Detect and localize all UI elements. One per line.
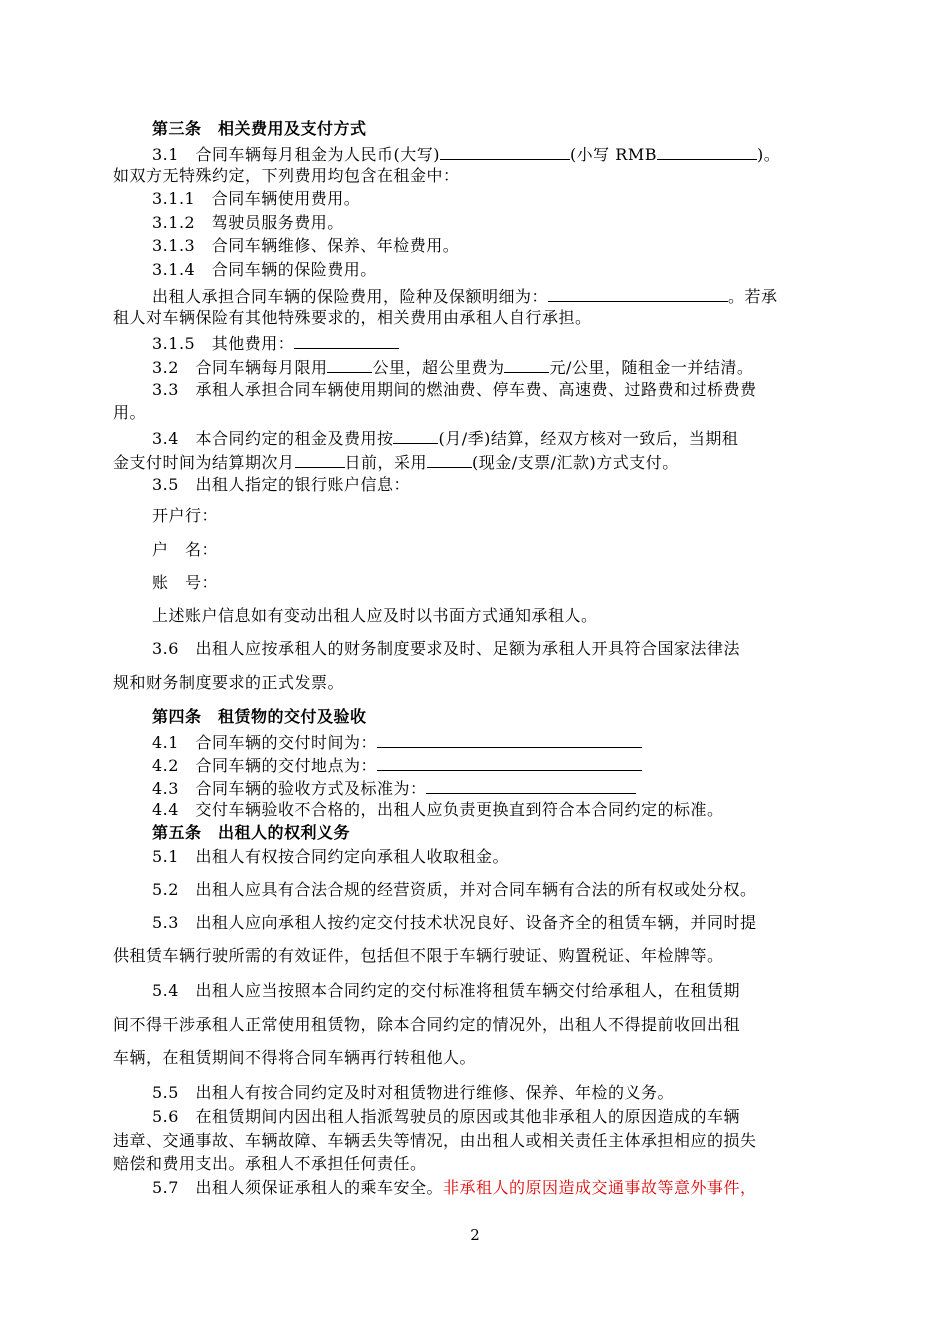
clause-3-3-cont: 用。 [113,403,147,422]
clause-5-6-cont2: 赔偿和费用支出。承租人不承担任何责任。 [113,1154,427,1173]
clause-5-6-cont1: 违章、交通事故、车辆故障、车辆丢失等情况，由出租人或相关责任主体承担相应的损失 [113,1131,757,1150]
clause-4-4: 4.4 交付车辆验收不合格的，出租人应负责更换直到符合本合同约定的标准。 [152,800,724,819]
clause-text: (小写 RMB [569,145,657,164]
clause-3-6: 3.6 出租人应按承租人的财务制度要求及时、足额为承租人开具符合国家法律法 [152,639,740,658]
clause-text: 元/公里，随租金一并结清。 [549,358,754,377]
clause-3-3: 3.3 承租人承担合同车辆使用期间的燃油费、停车费、高速费、过路费和过桥费费 [152,380,757,399]
clause-3-1-1: 3.1.1 合同车辆使用费用。 [152,189,361,208]
clause-text: )。 [756,145,781,164]
clause-3-4-cont [113,450,840,474]
blank-delivery-place[interactable] [377,753,642,771]
clause-5-3-cont: 供租赁车辆行驶所需的有效证件，包括但不限于车辆行驶证、购置税证、年检牌等。 [113,946,724,965]
blank-km-limit[interactable] [327,355,372,373]
clause-text: (月/季)结算，经双方核对一致后，当期租 [438,429,739,448]
clause-5-4-cont2: 车辆，在租赁期间不得将合同车辆再行转租他人。 [113,1048,477,1067]
highlighted-text: 非承租人的原因造成交通事故等意外事件， [442,1178,757,1197]
clause-text: (现金/支票/汇款)方式支付。 [472,453,679,472]
clause-5-3: 5.3 出租人应向承租人按约定交付技术状况良好、设备齐全的租赁车辆，并同时提 [152,913,757,932]
page-number: 2 [470,1226,480,1244]
insurance-line [152,284,879,308]
section-5-title: 第五条 出租人的权利义务 [152,823,351,842]
bank-name-field: 开户行： [152,506,219,525]
clause-3-6-cont: 规和财务制度要求的正式发票。 [113,673,345,692]
account-holder-field: 户 名： [152,540,219,559]
blank-insurance-details[interactable] [548,284,728,302]
blank-payment-day[interactable] [295,450,345,468]
clause-text: 3.4 本合同约定的租金及费用按 [152,429,394,448]
account-number-field: 账 号： [152,573,219,592]
clause-4-3 [152,776,879,800]
blank-acceptance-standard[interactable] [426,776,636,794]
section-3-title: 第三条 相关费用及支付方式 [152,119,367,138]
clause-text: 3.2 合同车辆每月限用 [152,358,328,377]
clause-5-5: 5.5 出租人有按合同约定及时对租赁物进行维修、保养、年检的义务。 [152,1083,674,1102]
clause-3-1-3: 3.1.3 合同车辆维修、保养、年检费用。 [152,236,460,255]
clause-4-1 [152,730,879,754]
clause-3-2 [152,355,879,379]
section-4-title: 第四条 租赁物的交付及验收 [152,707,367,726]
account-change-notice: 上述账户信息如有变动出租人应及时以书面方式通知承租人。 [152,606,598,625]
blank-delivery-time[interactable] [377,730,642,748]
clause-3-1-2: 3.1.2 驾驶员服务费用。 [152,213,344,232]
clause-text: 4.3 合同车辆的验收方式及标准为： [152,779,427,798]
clause-text: 日前，采用 [344,453,428,472]
clause-5-2: 5.2 出租人应具有合法合规的经营资质，并对合同车辆有合法的所有权或处分权。 [152,880,757,899]
blank-overage-fee[interactable] [504,355,549,373]
clause-3-4 [152,426,879,450]
clause-text: 3.1.5 其他费用： [152,334,295,353]
clause-5-4: 5.4 出租人应当按照本合同约定的交付标准将租赁车辆交付给承租人，在租赁期 [152,981,740,1000]
clause-5-4-cont1: 间不得干涉承租人正常使用租赁物，除本合同约定的情况外，出租人不得提前收回出租 [113,1015,741,1034]
clause-3-1 [152,142,879,166]
insurance-line-cont: 租人对车辆保险有其他特殊要求的，相关费用由承租人自行承担。 [113,308,592,327]
clause-text: 5.7 出租人须保证承租人的乘车安全。 [152,1178,443,1197]
clause-text: 金支付时间为结算期次月 [113,453,295,472]
blank-rent-uppercase[interactable] [440,142,570,160]
clause-text: 出租人承担合同车辆的保险费用，险种及保额明细为： [152,287,549,306]
clause-4-2 [152,753,879,777]
clause-5-6: 5.6 在租赁期间内因出租人指派驾驶员的原因或其他非承租人的原因造成的车辆 [152,1107,740,1126]
blank-other-fees[interactable] [294,331,399,349]
blank-settlement-period[interactable] [393,426,438,444]
clause-text: 4.1 合同车辆的交付时间为： [152,733,377,752]
clause-text: 3.1 合同车辆每月租金为人民币(大写) [152,145,440,164]
clause-3-1-5 [152,331,879,355]
blank-rent-rmb[interactable] [657,142,757,160]
clause-text: 公里，超公里费为 [372,358,505,377]
blank-payment-method[interactable] [427,450,472,468]
clause-5-1: 5.1 出租人有权按合同约定向承租人收取租金。 [152,847,509,866]
clause-3-1-4: 3.1.4 合同车辆的保险费用。 [152,260,377,279]
clause-3-5: 3.5 出租人指定的银行账户信息： [152,475,410,494]
clause-text: 4.2 合同车辆的交付地点为： [152,756,377,775]
clause-3-1-cont: 如双方无特殊约定，下列费用均包含在租金中： [113,166,460,185]
clause-5-7 [152,1177,879,1199]
clause-text: 。若承 [728,287,778,306]
